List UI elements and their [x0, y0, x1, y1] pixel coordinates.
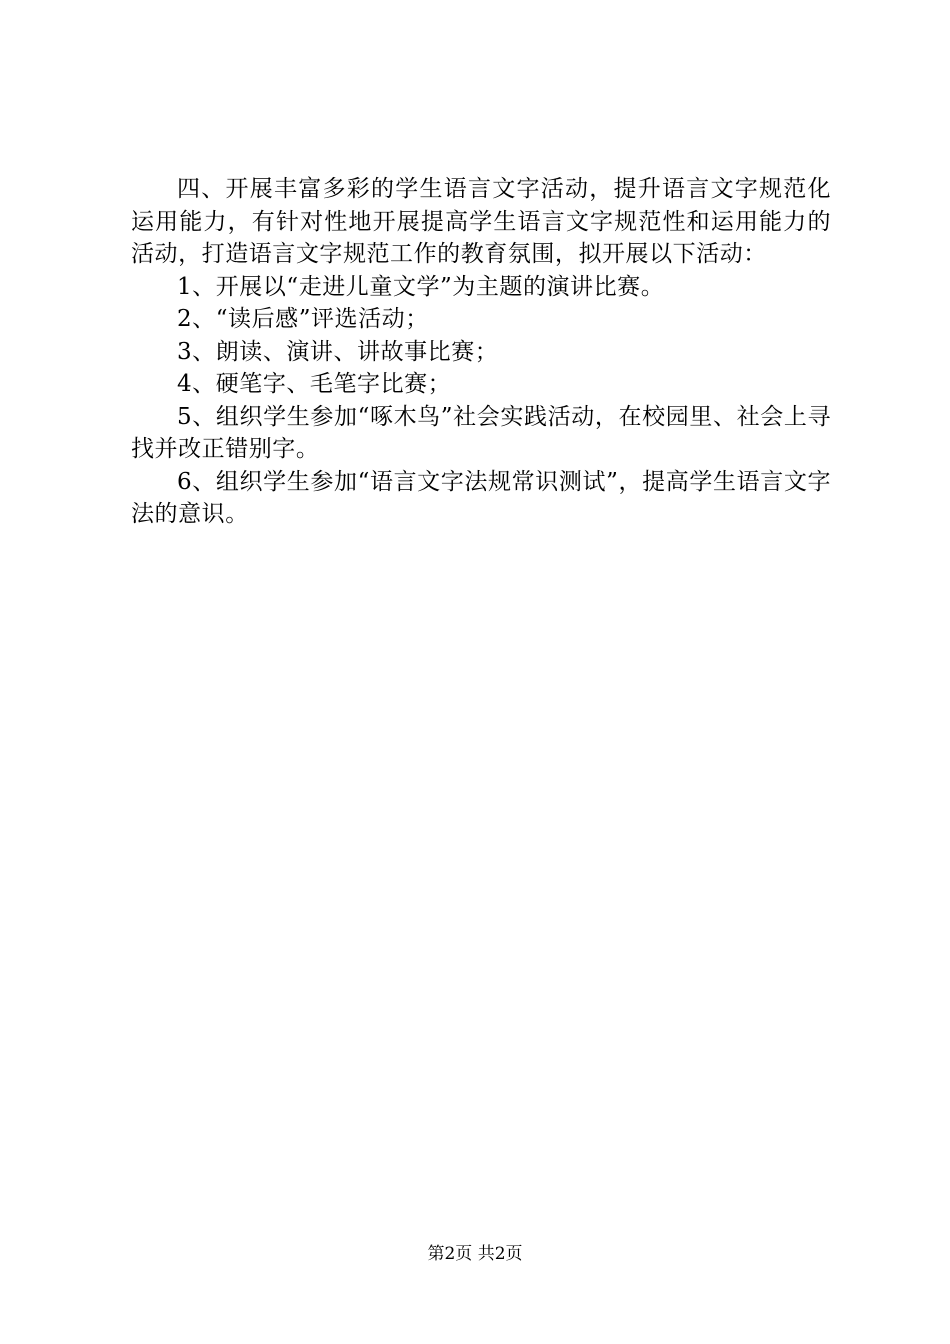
list-item-calligraphy-contest: 4、硬笔字、毛笔字比赛； — [177, 371, 452, 397]
list-item-woodpecker-activity: 5、组织学生参加“啄木鸟”社会实践活动，在校园里、社会上寻找并改正错别字。 — [131, 403, 831, 462]
page-footer: 第2页 共2页 — [427, 1244, 523, 1264]
list-item-law-knowledge-test: 6、组织学生参加“语言文字法规常识测试”，提高学生语言文字法的意识。 — [131, 468, 831, 527]
list-item-reading-review: 2、“读后感”评选活动； — [177, 306, 429, 332]
paragraph-activities-intro: 四、开展丰富多彩的学生语言文字活动，提升语言文字规范化运用能力，有针对性地开展提高学生语言文字规范性和运用能力的活动，打造语言文字规范工作的教育氛围，拟开展以下活动： — [131, 176, 831, 267]
list-item-speech-contest: 1、开展以“走进儿童文学”为主题的演讲比赛。 — [177, 273, 665, 300]
list-item-recitation-contest: 3、朗读、演讲、讲故事比赛； — [177, 338, 499, 365]
document-body — [131, 173, 831, 531]
